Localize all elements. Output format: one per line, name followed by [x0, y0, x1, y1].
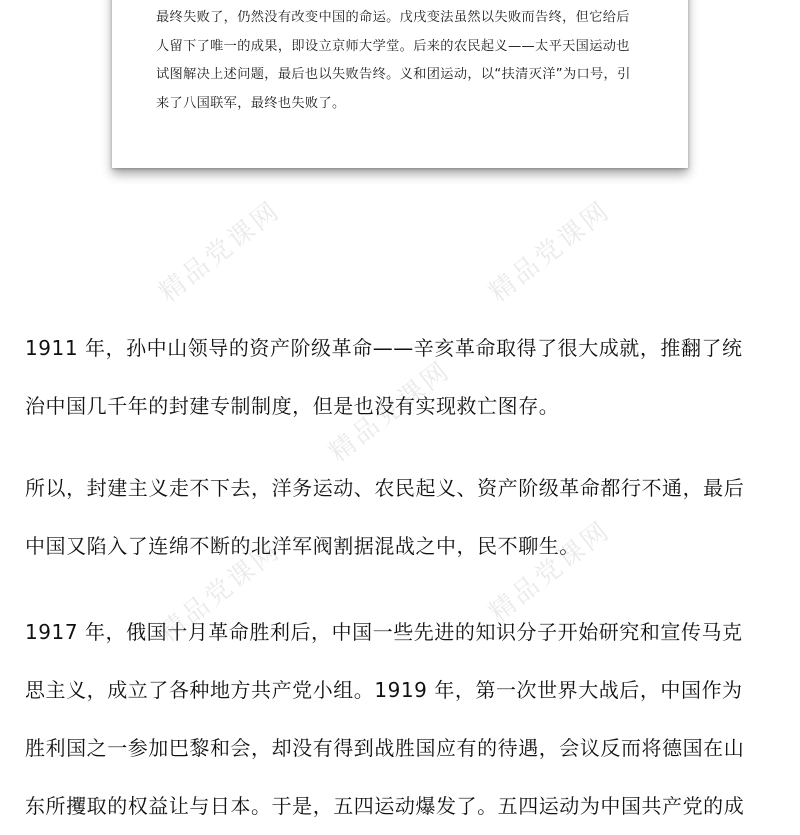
card-line: 试图解决上述问题，最后也以失败告终。义和团运动，以“扶清灭洋”为口号，引: [156, 67, 631, 83]
paragraph-1911: [25, 319, 785, 435]
paragraph-conclusion: [25, 459, 785, 575]
card-line: 最终失败了，仍然没有改变中国的命运。戊戌变法虽然以失败而告终，但它给后: [156, 10, 630, 25]
paragraph-line: 胜利国之一参加巴黎和会，却没有得到战胜国应有的待遇，会议反而将德国在山: [25, 736, 745, 760]
watermark: 精品党课网: [483, 195, 617, 309]
paragraph-line: 所以，封建主义走不下去，洋务运动、农民起义、资产阶级革命都行不通，最后: [25, 476, 745, 500]
paragraph-line: 1917 年，俄国十月革命胜利后，中国一些先进的知识分子开始研究和宣传马克: [25, 620, 743, 644]
card-line: 来了八国联军，最终也失败了。: [156, 95, 346, 111]
card-line: 人留下了唯一的成果，即设立京师大学堂。后来的农民起义——太平天国运动也: [156, 38, 630, 54]
paragraph-line: 思主义，成立了各种地方共产党小组。1919 年，第一次世界大战后，中国作为: [25, 678, 743, 702]
paragraph-line: 1911 年，孙中山领导的资产阶级革命——辛亥革命取得了很大成就，推翻了统: [25, 336, 743, 360]
watermark: 精品党课网: [323, 355, 457, 469]
paragraph-1917: [25, 603, 785, 835]
watermark: 精品党课网: [153, 195, 287, 309]
excerpt-card-text: [156, 4, 654, 118]
paragraph-line: 治中国几千年的封建专制制度，但是也没有实现救亡图存。: [25, 394, 560, 418]
watermark: 精品党课网: [483, 515, 617, 629]
paragraph-line: 东所攫取的权益让与日本。于是，五四运动爆发了。五四运动为中国共产党的成: [25, 794, 745, 818]
watermark: 精品党课网: [153, 535, 287, 649]
paragraph-line: 中国又陷入了连绵不断的北洋军阀割据混战之中，民不聊生。: [25, 534, 580, 558]
